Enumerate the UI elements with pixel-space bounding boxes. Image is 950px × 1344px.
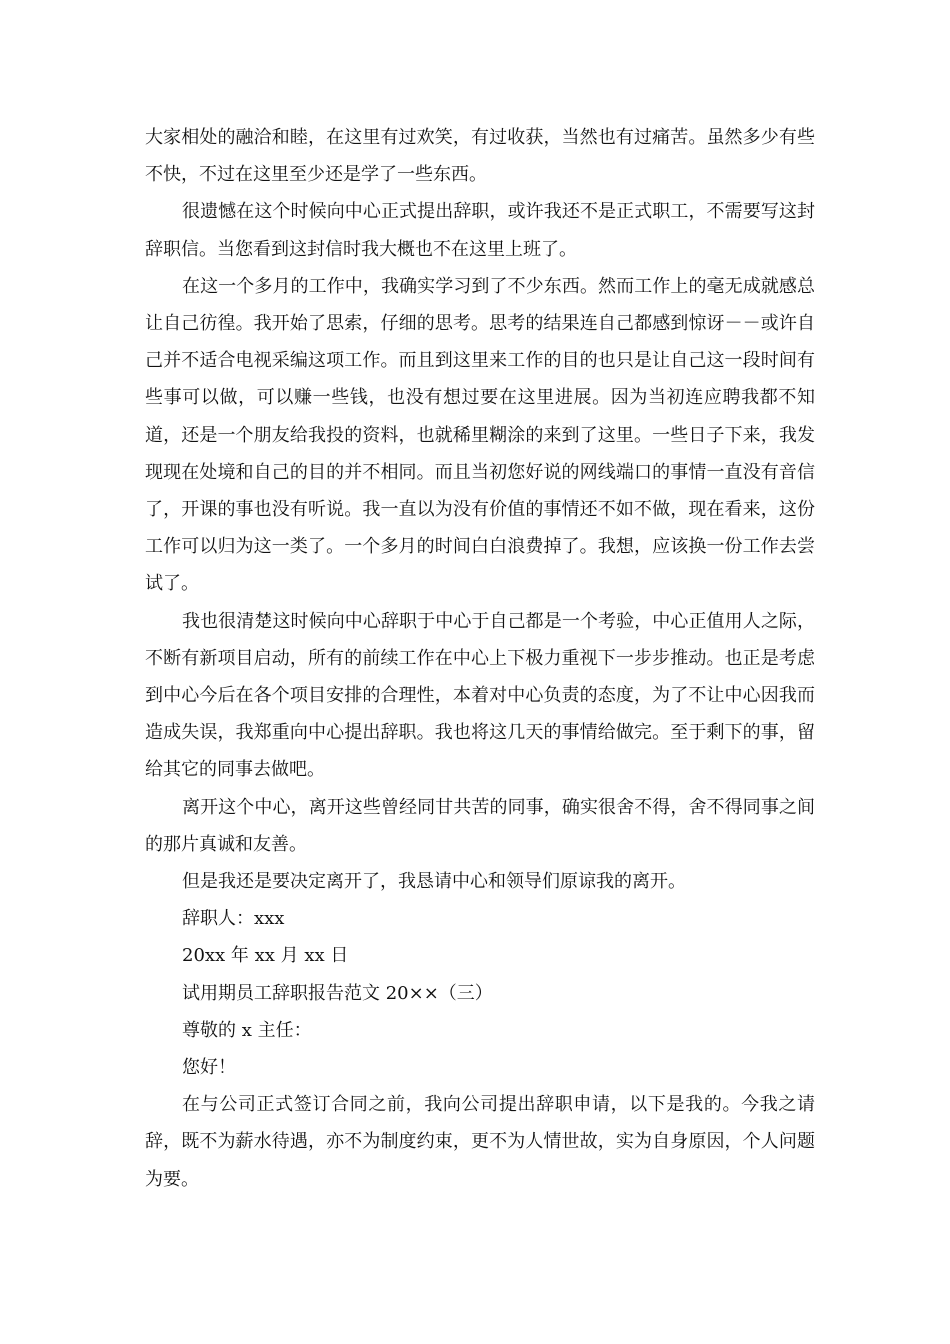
paragraph-reason: 我也很清楚这时候向中心辞职于中心于自己都是一个考验，中心正值用人之际，不断有新项目启动，所有的前续工作在中心上下极力重视下一步步推动。也正是考虑到中心今后在各个项目安排的合理性，本着对中心负责的态度，为了不让中心因我而造成失误，我郑重向中心提出辞职。我也将这几天的事情给做完。至于剩下的事，留给其它的同事去做吧。	[145, 610, 815, 781]
signature-line: 辞职人：xxx	[182, 908, 285, 930]
paragraph-farewell: 离开这个中心，离开这些曾经同甘共苦的同事，确实很舍不得，舍不得同事之间的那片真诚和友善。	[145, 796, 815, 855]
paragraph-reflection: 在这一个多月的工作中，我确实学习到了不少东西。然而工作上的毫无成就感总让自己彷徨。我开始了思索，仔细的思考。思考的结果连自己都感到惊讶－－或许自己并不适合电视采编这项工作。而且到这里来工作的目的也只是让自己这一段时间有些事可以做，可以赚一些钱，也没有想过要在这里进展。因为当初连应聘我都不知道，还是一个朋友给我投的资料，也就稀里糊涂的来到了这里。一些日子下来，我发现现在处境和自己的目的并不相同。而且当初您好说的网线端口的事情一直没有音信了，开课的事也没有听说。我一直以为没有价值的事情还不如不做，现在看来，这份工作可以归为这一类了。一个多月的时间白白浪费掉了。我想，应该换一份工作去尝试了。	[145, 275, 815, 595]
paragraph-continued: 大家相处的融洽和睦，在这里有过欢笑，有过收获，当然也有过痛苦。虽然多少有些不快，不过在这里至少还是学了一些东西。	[145, 127, 815, 186]
paragraph-decision: 但是我还是要决定离开了，我恳请中心和领导们原谅我的离开。	[182, 871, 686, 893]
section-title: 试用期员工辞职报告范文 20××（三）	[182, 982, 493, 1004]
greeting: 您好！	[182, 1057, 236, 1079]
paragraph-application: 在与公司正式签订合同之前，我向公司提出辞职申请，以下是我的。今我之请辞，既不为薪水待遇，亦不为制度约束，更不为人情世故，实为自身原因，个人问题为要。	[145, 1094, 815, 1190]
date-line: 20xx 年 xx 月 xx 日	[182, 945, 349, 967]
salutation: 尊敬的 x 主任：	[182, 1019, 312, 1041]
paragraph-regret: 很遗憾在这个时候向中心正式提出辞职，或许我还不是正式职工，不需要写这封辞职信。当您看到这封信时我大概也不在这里上班了。	[145, 201, 815, 260]
document-body	[145, 119, 815, 1198]
